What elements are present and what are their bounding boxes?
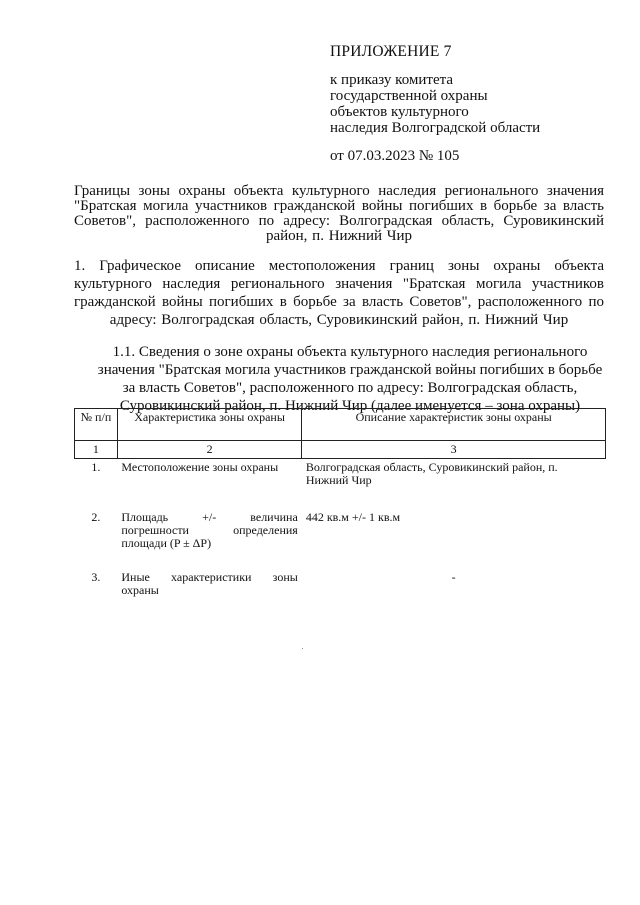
document-title: Границы зоны охраны объекта культурного наследия регионального значения "Братская могила участников гражданской войны погибших в борьбе за власть Советов", расположенного по адресу: Волгоградская область, Суровикинский район, п. Нижний Чир: [74, 183, 604, 244]
appendix-block: [330, 44, 540, 164]
row-number: 3.: [91, 569, 101, 584]
appendix-heading: ПРИЛОЖЕНИЕ 7: [330, 43, 452, 60]
subsection-1-1-heading: 1.1. Сведения о зоне охраны объекта культурного наследия регионального значения "Братская могила участников гражданской войны погибших в борьбе за власть Советов", расположенного по адресу: Волгоградская область, Суровикинский район, п. Нижний Чир (далее именуется – зона охраны): [97, 344, 603, 414]
column-number-row: [75, 441, 606, 459]
header-number: № п/п: [75, 409, 118, 441]
order-date: от 07.03.2023 № 105: [330, 148, 460, 164]
zone-table: [74, 408, 606, 599]
column-number: 1: [75, 441, 118, 459]
section-1-heading: 1. Графическое описание местоположения границ зоны охраны объекта культурного наследия регионального значения "Братская могила участников гражданской войны погибших в борьбе за власть Советов", расположенного по адресу: Волгоградская область, Суровикинский район, п. Нижний Чир: [74, 258, 604, 328]
scan-speck: [302, 648, 303, 649]
row-characteristic: Площадь +/- величина погрешности определения площади (P ± ΔP): [121, 509, 298, 550]
row-description: Волгоградская область, Суровикинский район, п. Нижний Чир: [305, 460, 558, 487]
appendix-line: объектов культурного: [330, 104, 469, 120]
appendix-line: наследия Волгоградской области: [330, 120, 541, 136]
table-header-row: [75, 409, 606, 441]
row-characteristic: Местоположение зоны охраны: [121, 460, 279, 474]
table-row: [75, 569, 606, 599]
row-description: 442 кв.м +/- 1 кв.м: [305, 509, 401, 524]
header-description: Описание характеристик зоны охраны: [302, 409, 606, 441]
appendix-line: к приказу комитета: [330, 72, 454, 88]
table-row: [75, 509, 606, 569]
row-characteristic: Иные характеристики зоны охраны: [121, 569, 298, 597]
row-description: -: [451, 569, 456, 584]
table-row: [75, 459, 606, 509]
appendix-line: государственной охраны: [330, 88, 488, 104]
row-number: 1.: [91, 460, 101, 474]
column-number: 3: [302, 441, 606, 459]
row-number: 2.: [91, 509, 101, 524]
header-characteristic: Характеристика зоны охраны: [117, 409, 301, 441]
column-number: 2: [117, 441, 301, 459]
